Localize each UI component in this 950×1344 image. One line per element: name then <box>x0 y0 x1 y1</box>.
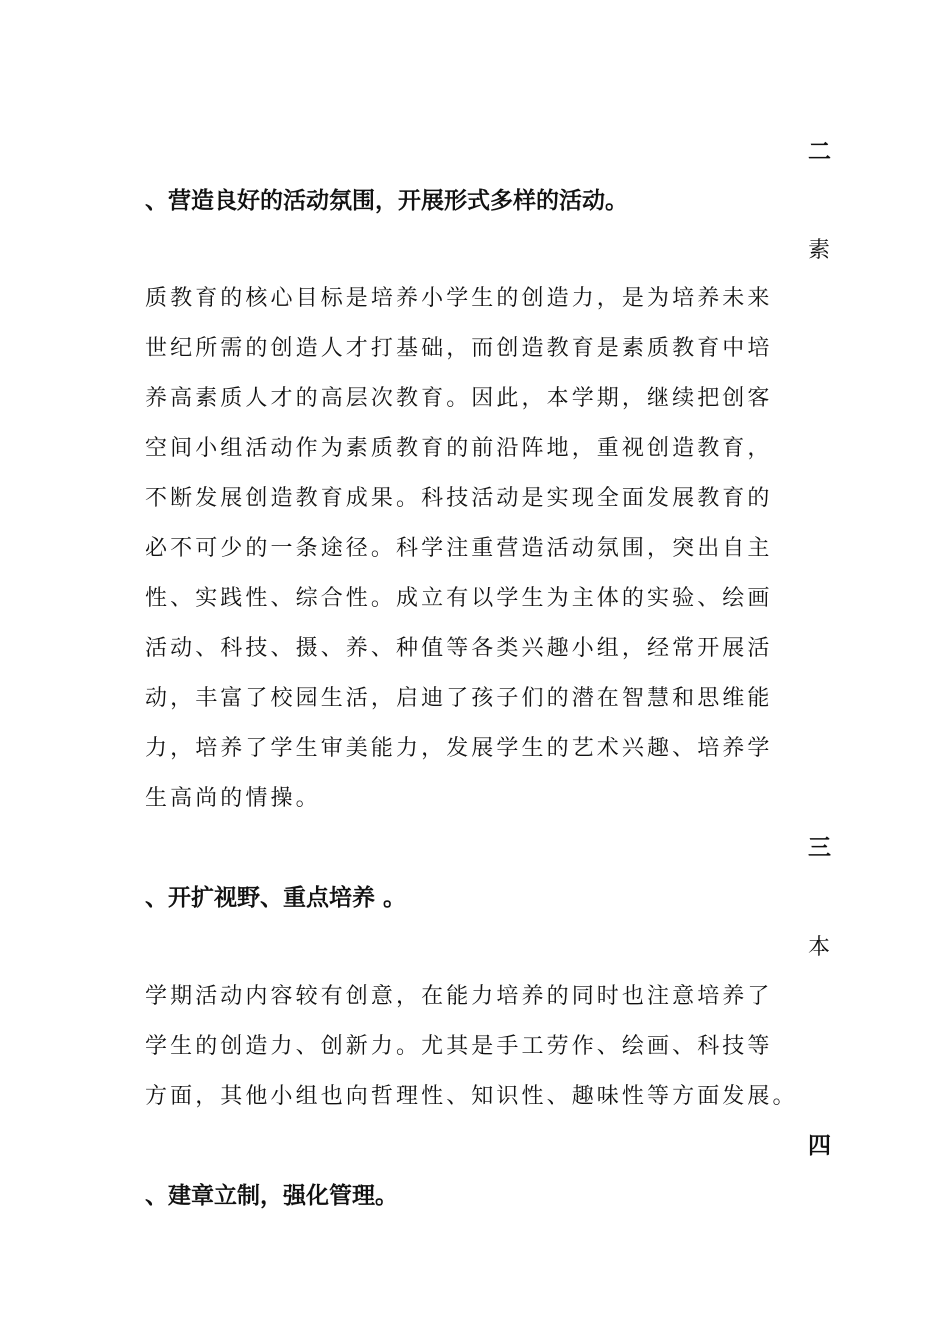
paragraph-line: 学生的创造力、创新力。尤其是手工劳作、绘画、科技等 <box>145 1034 773 1059</box>
section-2-first-char: 素 <box>808 238 831 263</box>
paragraph-line: 力，培养了学生审美能力，发展学生的艺术兴趣、培养学 <box>145 736 773 761</box>
section-4-title: 、建章立制，强化管理。 <box>145 1183 398 1209</box>
paragraph-line: 学期活动内容较有创意，在能力培养的同时也注意培养了 <box>145 984 773 1009</box>
section-3-first-char: 本 <box>808 935 831 960</box>
paragraph-line: 质教育的核心目标是培养小学生的创造力，是为培养未来 <box>145 286 773 311</box>
section-2-paragraph <box>145 284 815 834</box>
paragraph-line: 方面，其他小组也向哲理性、知识性、趣味性等方面发展。 <box>145 1084 798 1109</box>
paragraph-line: 养高素质人才的高层次教育。因此，本学期，继续把创客 <box>145 386 773 411</box>
paragraph-line: 不断发展创造教育成果。科技活动是实现全面发展教育的 <box>145 486 773 511</box>
section-3-paragraph <box>145 982 815 1132</box>
section-4-number: 四 <box>808 1133 831 1159</box>
paragraph-line: 生高尚的情操。 <box>145 786 321 811</box>
section-2-number: 二 <box>808 139 831 165</box>
section-3-title: 、开扩视野、重点培养 。 <box>145 885 407 911</box>
paragraph-line: 世纪所需的创造人才打基础，而创造教育是素质教育中培 <box>145 336 773 361</box>
section-3-number: 三 <box>808 835 831 861</box>
paragraph-line: 空间小组活动作为素质教育的前沿阵地，重视创造教育， <box>145 436 773 461</box>
paragraph-line: 性、实践性、综合性。成立有以学生为主体的实验、绘画 <box>145 586 773 611</box>
section-2-title: 、营造良好的活动氛围，开展形式多样的活动。 <box>145 188 628 214</box>
paragraph-line: 动，丰富了校园生活，启迪了孩子们的潜在智慧和思维能 <box>145 686 773 711</box>
paragraph-line: 活动、科技、摄、养、种值等各类兴趣小组，经常开展活 <box>145 636 773 661</box>
paragraph-line: 必不可少的一条途径。科学注重营造活动氛围，突出自主 <box>145 536 773 561</box>
